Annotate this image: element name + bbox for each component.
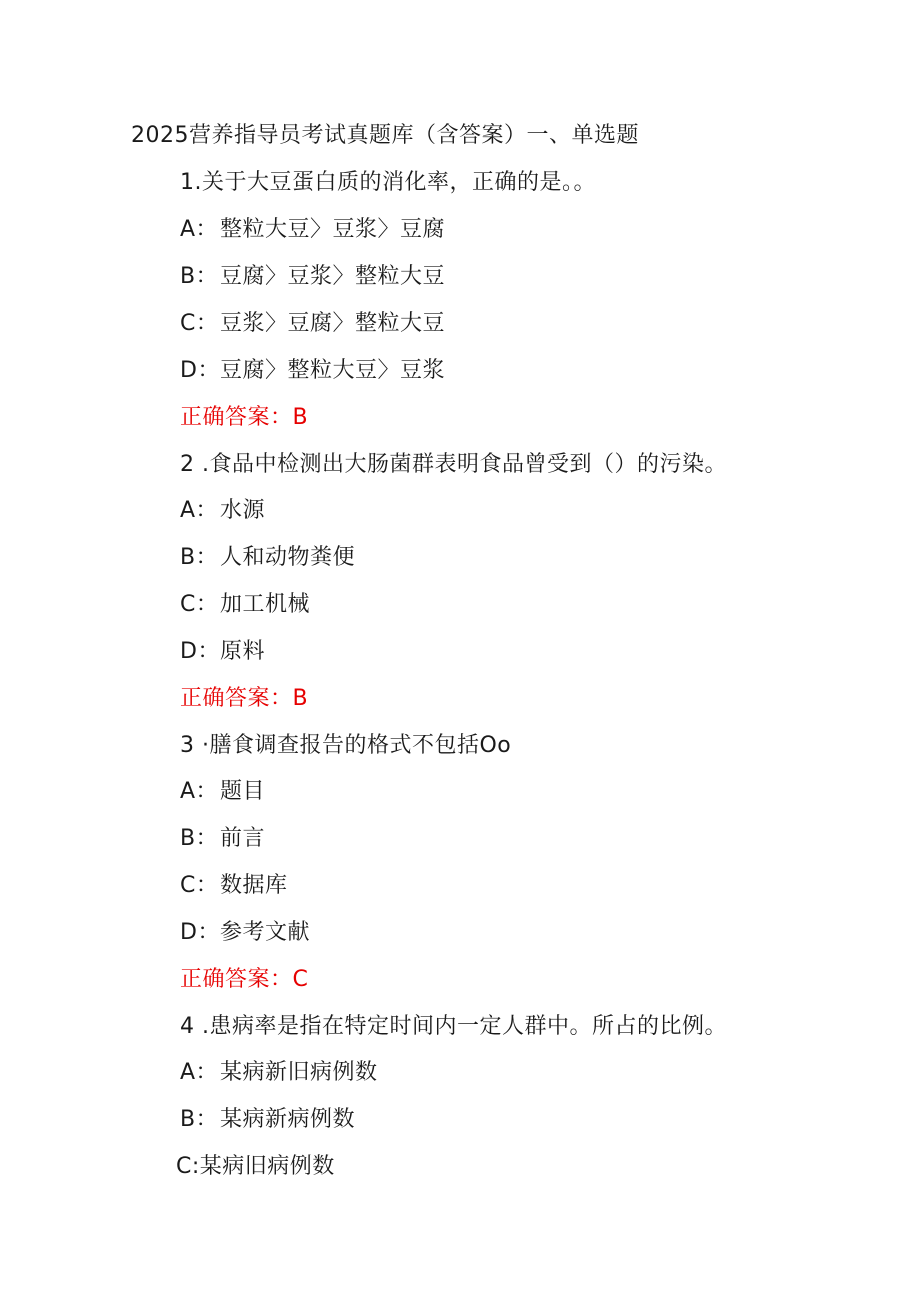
question-1-option-d (180, 356, 445, 386)
question-2-option-d (180, 637, 265, 667)
option-text: 豆浆〉豆腐〉整粒大豆 (220, 311, 446, 336)
question-2-option-b (180, 543, 355, 573)
option-text: 水源 (220, 498, 266, 523)
option-key: A： (180, 779, 219, 804)
question-4-option-a (180, 1058, 378, 1088)
option-text: 人和动物粪便 (220, 545, 356, 570)
question-2-option-c (180, 590, 310, 620)
question-3-stem: 3 ·膳食调查报告的格式不包括Oo (180, 733, 512, 758)
option-key: B： (180, 264, 219, 289)
option-text: 某病新病例数 (220, 1107, 356, 1132)
question-4-option-b (180, 1105, 355, 1135)
option-key: A： (180, 1060, 219, 1085)
question-3-option-b (180, 824, 265, 854)
option-text: 豆腐〉整粒大豆〉豆浆 (220, 358, 446, 383)
question-1-option-c (180, 309, 445, 339)
option-text: 加工机械 (220, 592, 311, 617)
question-3-option-a (180, 777, 265, 807)
question-4-option-c: C:某病旧病例数 (176, 1154, 335, 1179)
option-key: B： (180, 545, 219, 570)
option-key: D： (180, 358, 220, 383)
question-2-answer: 正确答案：B (180, 686, 309, 711)
question-3-option-c (180, 871, 288, 901)
option-text: 整粒大豆〉豆浆〉豆腐 (220, 217, 446, 242)
option-key: C： (180, 311, 219, 336)
question-3-answer: 正确答案：C (180, 967, 309, 992)
option-key: A： (180, 217, 219, 242)
option-key: B： (180, 826, 219, 851)
option-key: D： (180, 639, 220, 664)
question-2-option-a (180, 496, 265, 526)
question-4-stem: 4 .患病率是指在特定时间内一定人群中。所占的比例。 (180, 1014, 727, 1039)
question-1-answer: 正确答案：B (180, 405, 309, 430)
option-text: 豆腐〉豆浆〉整粒大豆 (220, 264, 446, 289)
option-text: 数据库 (220, 873, 288, 898)
option-text: 题目 (220, 779, 266, 804)
option-text: 某病新旧病例数 (220, 1060, 378, 1085)
question-2-stem: 2 .食品中检测出大肠菌群表明食品曾受到（）的污染。 (180, 452, 727, 477)
option-text: 参考文献 (220, 920, 311, 945)
question-1-option-a (180, 215, 445, 245)
question-1-option-b (180, 262, 445, 292)
option-key: B： (180, 1107, 219, 1132)
option-key: D： (180, 920, 220, 945)
document-title: 2025营养指导员考试真题库（含答案）一、单选题 (131, 123, 639, 148)
option-key: C： (180, 592, 219, 617)
question-3-option-d (180, 918, 310, 948)
option-key: C： (180, 873, 219, 898)
option-key: A： (180, 498, 219, 523)
question-1-stem: 1.关于大豆蛋白质的消化率，正确的是。。 (180, 170, 596, 195)
option-text: 前言 (220, 826, 266, 851)
option-text: 原料 (220, 639, 266, 664)
